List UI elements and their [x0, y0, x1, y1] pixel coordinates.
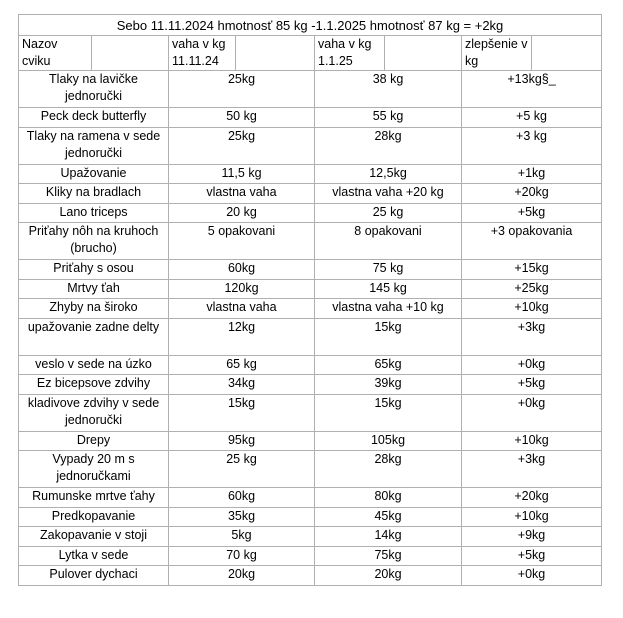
improvement-cell: +10kg — [462, 431, 602, 451]
exercise-name-cell: Rumunske mrtve ťahy — [19, 488, 169, 508]
table-row — [19, 184, 602, 204]
weight-before-cell: 5kg — [169, 527, 315, 547]
weight-after-cell: 12,5kg — [315, 164, 462, 184]
weight-before-cell: 25kg — [169, 127, 315, 164]
weight-before-cell: vlastna vaha — [169, 184, 315, 204]
exercise-name-cell: Priťahy nôh na kruhoch (brucho) — [19, 223, 169, 260]
improvement-cell: +3kg — [462, 451, 602, 488]
table-row — [19, 164, 602, 184]
weight-before-cell: 95kg — [169, 431, 315, 451]
improvement-cell: +0kg — [462, 394, 602, 431]
table-row — [19, 394, 602, 431]
exercise-name-cell: Pulover dychaci — [19, 566, 169, 586]
table-row — [19, 203, 602, 223]
header-improvement: zlepšenie v kg — [462, 36, 532, 71]
weight-after-cell: 28kg — [315, 127, 462, 164]
workout-progress-table — [18, 14, 602, 586]
weight-after-cell: 75 kg — [315, 260, 462, 280]
table-row — [19, 431, 602, 451]
header-weight-before: vaha v kg 11.11.24 — [169, 36, 236, 71]
improvement-cell: +5kg — [462, 546, 602, 566]
weight-after-cell: 20kg — [315, 566, 462, 586]
table-row — [19, 355, 602, 375]
improvement-cell: +20kg — [462, 488, 602, 508]
weight-before-cell: 20 kg — [169, 203, 315, 223]
weight-before-cell: 20kg — [169, 566, 315, 586]
exercise-name-cell: upažovanie zadne delty — [19, 318, 169, 355]
weight-after-cell: 39kg — [315, 375, 462, 395]
exercise-name-cell: Tlaky na ramena v sede jednoručki — [19, 127, 169, 164]
weight-after-cell: 15kg — [315, 318, 462, 355]
weight-before-cell: 11,5 kg — [169, 164, 315, 184]
table-title: Sebo 11.11.2024 hmotnosť 85 kg -1.1.2025 hmotnosť 87 kg = +2kg — [19, 15, 602, 36]
weight-before-cell: 5 opakovani — [169, 223, 315, 260]
weight-before-cell: 25 kg — [169, 451, 315, 488]
weight-after-cell: 55 kg — [315, 108, 462, 128]
weight-before-cell: 12kg — [169, 318, 315, 355]
table-row — [19, 223, 602, 260]
weight-before-cell: 35kg — [169, 507, 315, 527]
weight-after-cell: 38 kg — [315, 71, 462, 108]
table-row — [19, 451, 602, 488]
exercise-name-cell: Lano triceps — [19, 203, 169, 223]
weight-before-cell: 65 kg — [169, 355, 315, 375]
improvement-cell: +5kg — [462, 203, 602, 223]
header-exercise-name: Nazov cviku — [19, 36, 92, 71]
table-row — [19, 260, 602, 280]
weight-after-cell: 145 kg — [315, 279, 462, 299]
exercise-name-cell: Predkopavanie — [19, 507, 169, 527]
improvement-cell: +5kg — [462, 375, 602, 395]
weight-after-cell: 15kg — [315, 394, 462, 431]
weight-after-cell: 75kg — [315, 546, 462, 566]
improvement-cell: +3 opakovania — [462, 223, 602, 260]
exercise-name-cell: Priťahy s osou — [19, 260, 169, 280]
exercise-name-cell: Lytka v sede — [19, 546, 169, 566]
exercise-name-cell: Ez bicepsove zdvihy — [19, 375, 169, 395]
improvement-cell: +10kg — [462, 299, 602, 319]
weight-before-cell: 60kg — [169, 260, 315, 280]
table-row — [19, 127, 602, 164]
table-row — [19, 488, 602, 508]
table-row — [19, 318, 602, 355]
weight-after-cell: 45kg — [315, 507, 462, 527]
header-weight-after: vaha v kg 1.1.25 — [315, 36, 385, 71]
weight-before-cell: 25kg — [169, 71, 315, 108]
weight-before-cell: vlastna vaha — [169, 299, 315, 319]
exercise-name-cell: kladivove zdvihy v sede jednoručki — [19, 394, 169, 431]
exercise-name-cell: Zhyby na široko — [19, 299, 169, 319]
improvement-cell: +10kg — [462, 507, 602, 527]
weight-after-cell: 25 kg — [315, 203, 462, 223]
exercise-name-cell: veslo v sede na úzko — [19, 355, 169, 375]
exercise-name-cell: Upažovanie — [19, 164, 169, 184]
exercise-name-cell: Peck deck butterfly — [19, 108, 169, 128]
weight-before-cell: 34kg — [169, 375, 315, 395]
exercise-name-cell: Vypady 20 m s jednoručkami — [19, 451, 169, 488]
improvement-cell: +3 kg — [462, 127, 602, 164]
weight-after-cell: 14kg — [315, 527, 462, 547]
table-row — [19, 299, 602, 319]
table-row — [19, 375, 602, 395]
exercise-name-cell: Tlaky na lavičke jednoručki — [19, 71, 169, 108]
weight-after-cell: vlastna vaha +10 kg — [315, 299, 462, 319]
weight-before-cell: 120kg — [169, 279, 315, 299]
weight-before-cell: 15kg — [169, 394, 315, 431]
table-row — [19, 71, 602, 108]
weight-after-cell: vlastna vaha +20 kg — [315, 184, 462, 204]
exercise-name-cell: Mrtvy ťah — [19, 279, 169, 299]
weight-after-cell: 65kg — [315, 355, 462, 375]
improvement-cell: +5 kg — [462, 108, 602, 128]
table-row — [19, 527, 602, 547]
improvement-cell: +1kg — [462, 164, 602, 184]
table-row — [19, 507, 602, 527]
weight-after-cell: 80kg — [315, 488, 462, 508]
improvement-cell: +0kg — [462, 355, 602, 375]
table-row — [19, 566, 602, 586]
weight-before-cell: 50 kg — [169, 108, 315, 128]
weight-before-cell: 60kg — [169, 488, 315, 508]
exercise-name-cell: Drepy — [19, 431, 169, 451]
weight-after-cell: 105kg — [315, 431, 462, 451]
weight-before-cell: 70 kg — [169, 546, 315, 566]
improvement-cell: +15kg — [462, 260, 602, 280]
improvement-cell: +3kg — [462, 318, 602, 355]
weight-after-cell: 28kg — [315, 451, 462, 488]
exercise-name-cell: Zakopavanie v stoji — [19, 527, 169, 547]
improvement-cell: +0kg — [462, 566, 602, 586]
improvement-cell: +13kg§_ — [462, 71, 602, 108]
improvement-cell: +9kg — [462, 527, 602, 547]
table-row — [19, 279, 602, 299]
improvement-cell: +25kg — [462, 279, 602, 299]
improvement-cell: +20kg — [462, 184, 602, 204]
exercise-name-cell: Kliky na bradlach — [19, 184, 169, 204]
weight-after-cell: 8 opakovani — [315, 223, 462, 260]
table-row — [19, 108, 602, 128]
table-row — [19, 546, 602, 566]
